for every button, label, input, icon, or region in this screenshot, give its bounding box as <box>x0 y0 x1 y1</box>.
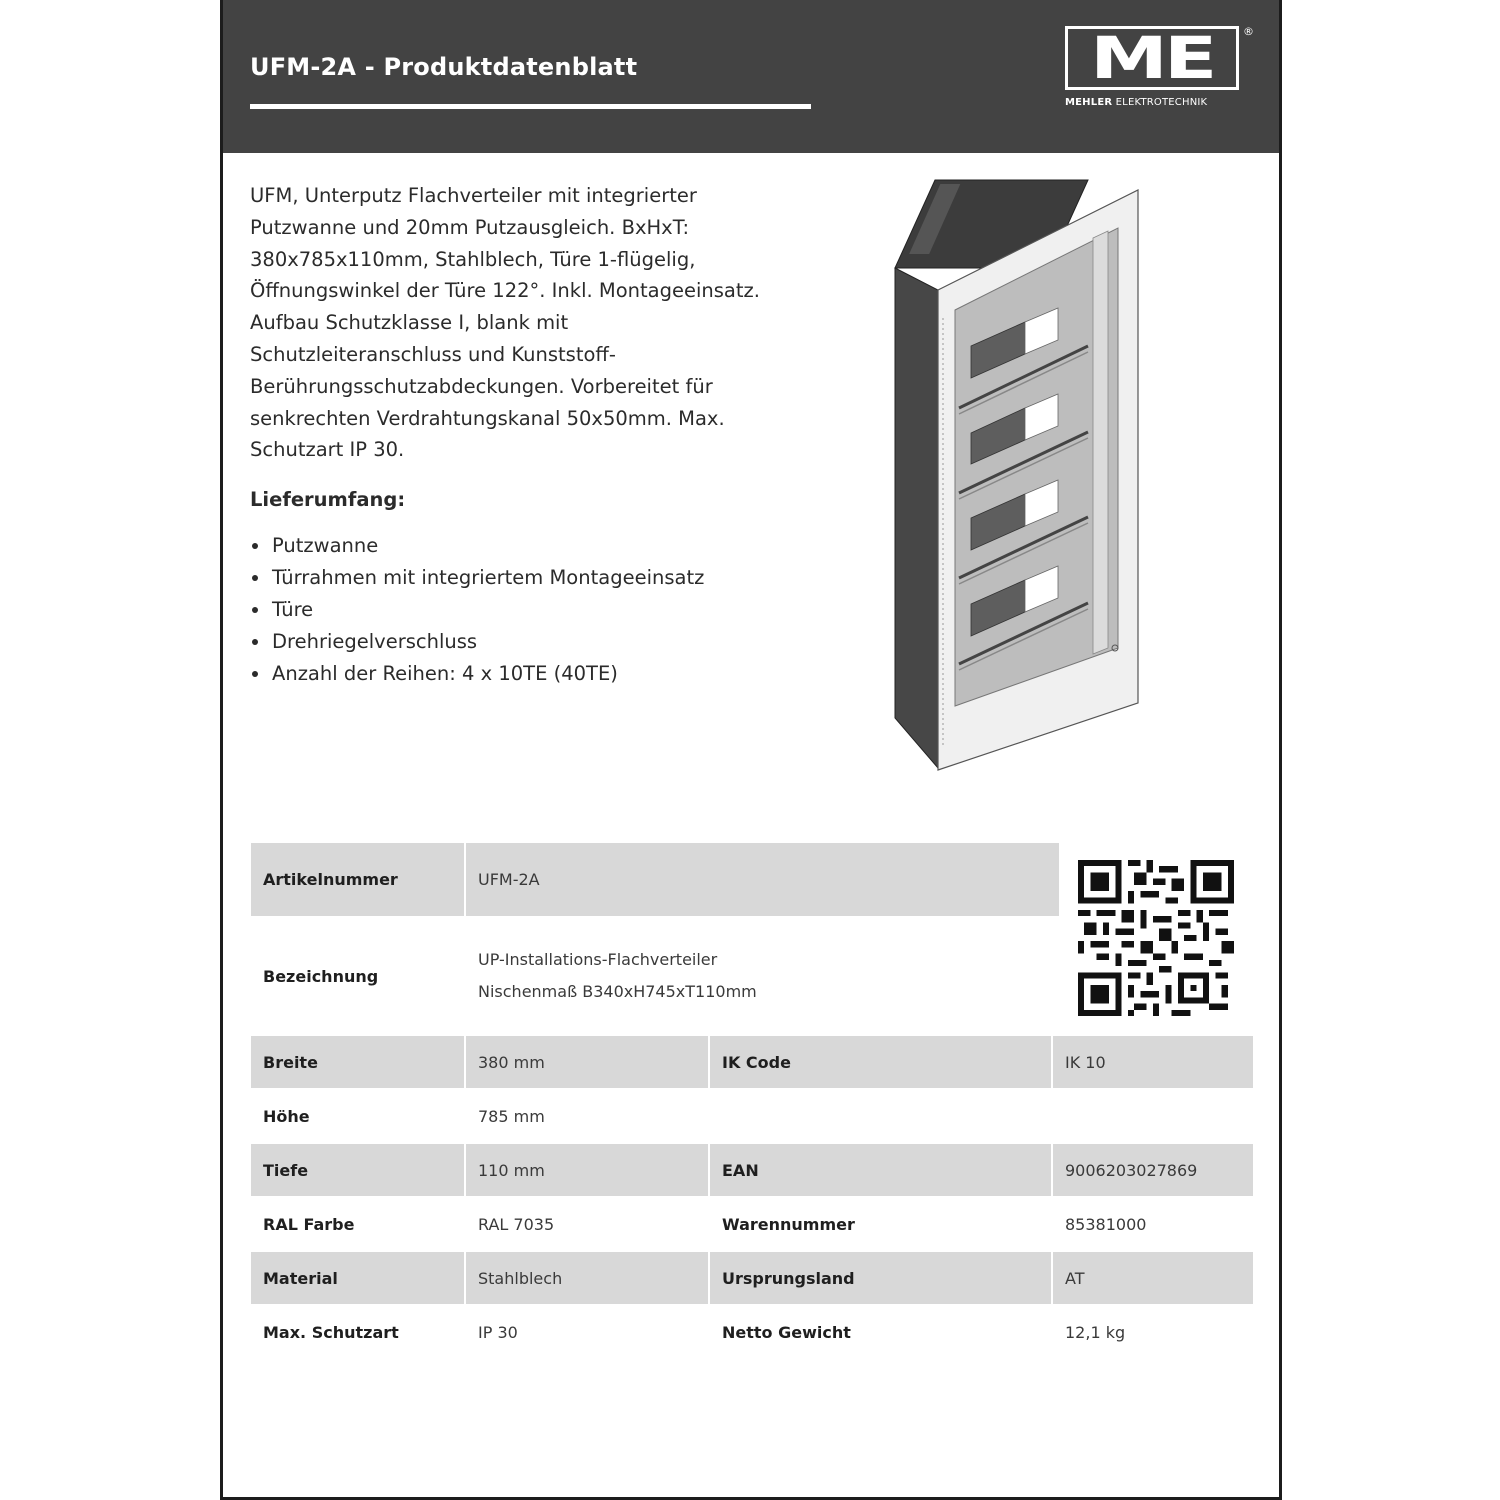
spec-value: 380 mm <box>478 1052 545 1072</box>
table-row <box>251 1088 1253 1144</box>
spec-value: 785 mm <box>478 1106 545 1126</box>
table-row <box>251 1036 1253 1088</box>
logo-registered: ® <box>1243 25 1254 38</box>
logo-subtitle <box>1065 97 1207 108</box>
spec-label: Bezeichnung <box>263 966 379 986</box>
list-item: Drehriegelverschluss <box>250 626 704 658</box>
spec-value: 110 mm <box>478 1160 545 1180</box>
spec-label: Tiefe <box>263 1160 309 1180</box>
spec-label: Artikelnummer <box>263 870 398 889</box>
logo-brand: MEHLER <box>1065 97 1113 108</box>
product-image <box>893 178 1143 778</box>
list-item: Anzahl der Reihen: 4 x 10TE (40TE) <box>250 658 704 690</box>
company-logo <box>1065 26 1255 114</box>
spec-row-artikelnummer <box>251 843 1059 916</box>
spec-label: Max. Schutzart <box>263 1322 399 1342</box>
spec-value: 9006203027869 <box>1065 1160 1198 1180</box>
spec-label: Warennummer <box>722 1214 855 1234</box>
spec-label: Netto Gewicht <box>722 1322 851 1342</box>
spec-value <box>1053 1088 1253 1144</box>
spec-label <box>710 1088 1051 1144</box>
spec-value-line: Nischenmaß B340xH745xT110mm <box>478 982 757 1001</box>
spec-value-line: UP-Installations-Flachverteiler <box>478 950 718 969</box>
spec-value: IK 10 <box>1065 1052 1106 1072</box>
spec-label: Breite <box>263 1052 318 1072</box>
qr-code-icon[interactable] <box>1078 860 1234 1016</box>
spec-value: AT <box>1065 1268 1085 1288</box>
spec-value: RAL 7035 <box>478 1214 555 1234</box>
spec-label: Höhe <box>263 1106 310 1126</box>
spec-label: Ursprungsland <box>722 1268 855 1288</box>
spec-value: 85381000 <box>1065 1214 1147 1234</box>
list-item: Türe <box>250 594 704 626</box>
logo-box <box>1065 26 1239 90</box>
datasheet-page <box>220 0 1282 1500</box>
spec-value: IP 30 <box>478 1322 518 1342</box>
table-row <box>251 1252 1253 1304</box>
table-row <box>251 1144 1253 1196</box>
spec-row-bezeichnung <box>251 916 1059 1036</box>
spec-label: RAL Farbe <box>263 1214 355 1234</box>
table-row <box>251 1196 1253 1252</box>
header-bar <box>223 0 1279 153</box>
scope-list <box>250 530 704 690</box>
scope-heading: Lieferumfang: <box>250 488 406 511</box>
spec-value: UFM-2A <box>478 870 540 889</box>
title-underline <box>250 104 811 109</box>
spec-value <box>466 916 1056 1036</box>
spec-value: Stahlblech <box>478 1268 563 1288</box>
spec-label: IK Code <box>722 1052 791 1072</box>
list-item: Türrahmen mit integriertem Montageeinsatz <box>250 562 704 594</box>
spec-label: Material <box>263 1268 338 1288</box>
product-description: UFM, Unterputz Flachverteiler mit integrierter Putzwanne und 20mm Putzausgleich. BxHxT: 380x785x110mm, Stahlblech, Türe 1-flügelig, Öffnungswinkel der Türe 122°. Inkl. Montageeinsatz. Aufbau Schutzklasse I, blank mit Schutzleiteranschluss und Kunststoff-Berührungsschutzabdeckungen. Vorbereitet für senkrechten Verdrahtungskanal 50x50mm. Max. Schutzart IP 30. <box>250 184 760 462</box>
logo-division: ELEKTROTECHNIK <box>1115 97 1208 108</box>
spec-value: 12,1 kg <box>1065 1322 1126 1342</box>
page-title: UFM-2A - Produktdatenblatt <box>250 53 638 81</box>
spec-label: EAN <box>722 1160 759 1180</box>
logo-mark: ME <box>1090 24 1214 92</box>
list-item: Putzwanne <box>250 530 704 562</box>
table-row <box>251 1304 1253 1360</box>
